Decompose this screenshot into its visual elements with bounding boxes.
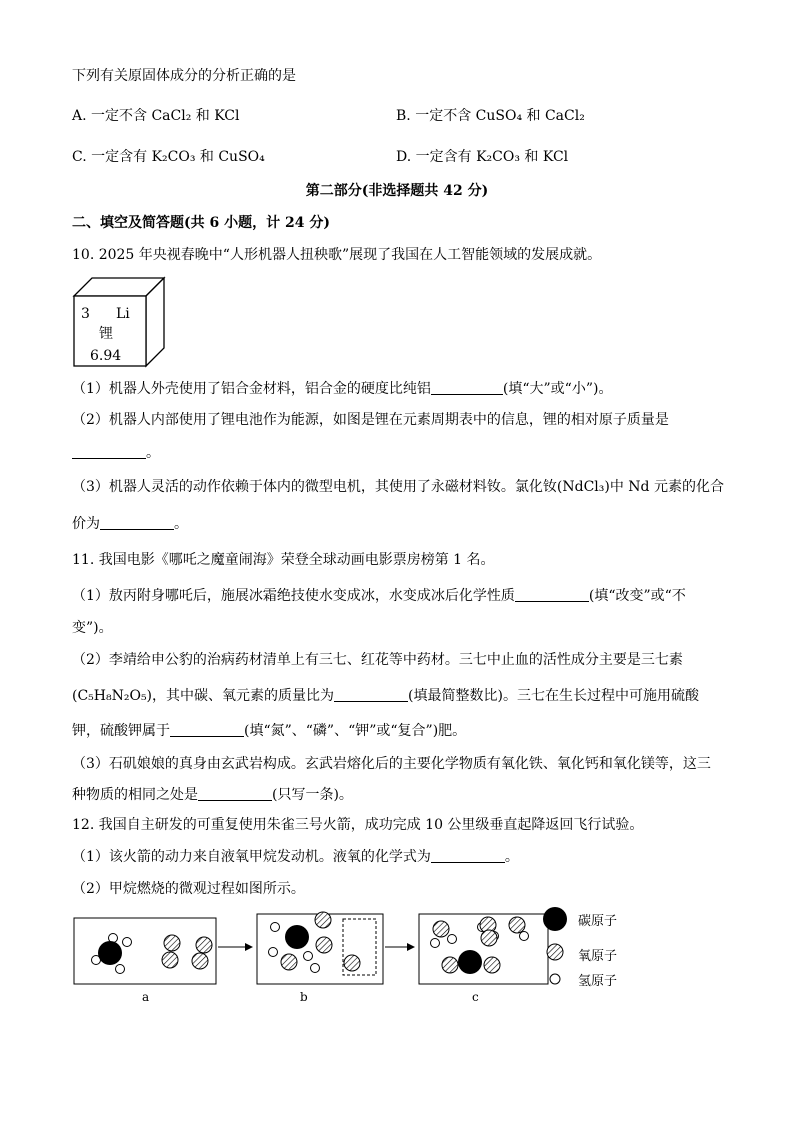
q11-part1 <box>72 587 686 605</box>
q12-part1 <box>72 848 519 866</box>
option-text: 一定不含 CaCl₂ 和 KCl <box>91 108 240 124</box>
q10-part1 <box>72 380 612 398</box>
q10-stem: 10. 2025 年央视春晚中“人形机器人扭秧歌”展现了我国在人工智能领域的发展成就。 <box>72 247 602 263</box>
q10-part3: （3）机器人灵活的动作依赖于体内的微型电机，其使用了永磁材料钕。氯化钕(NdCl₃)中 Nd 元素的化合 <box>72 479 724 495</box>
option-letter: B. <box>396 108 411 124</box>
option-c[interactable] <box>72 146 265 166</box>
q10-p1-hint: (填“大”或“小”)。 <box>502 381 613 397</box>
answer-blank[interactable] <box>198 786 272 801</box>
q12-p1-end: 。 <box>504 849 519 865</box>
option-text: 一定含有 K₂CO₃ 和 CuSO₄ <box>91 149 265 165</box>
q11-p1-text: （1）敖丙附身哪吒后，施展冰霜绝技使水变成冰，水变成冰后化学性质 <box>72 588 515 604</box>
legend-carbon-marker <box>543 907 567 931</box>
q11-p2-hint: (填最简整数比)。三七在生长过程中可施用硫酸 <box>408 688 699 704</box>
q9-stem: 下列有关原固体成分的分析正确的是 <box>72 68 296 84</box>
q11-p2-text: (C₅H₈N₂O₅)，其中碳、氧元素的质量比为 <box>72 688 335 704</box>
atomic-mass: 6.94 <box>90 348 122 364</box>
answer-blank[interactable] <box>431 848 505 863</box>
q10-p1-text: （1）机器人外壳使用了铝合金材料，铝合金的硬度比纯铝 <box>72 381 431 397</box>
q11-p3-hint: (只写一条)。 <box>272 787 353 803</box>
option-a[interactable] <box>72 105 240 125</box>
legend-hydrogen-label: 氢原子 <box>578 974 618 989</box>
q10-part3-cont <box>72 515 188 533</box>
q10-p2-end: 。 <box>146 445 160 461</box>
element-name: 锂 <box>99 326 113 342</box>
element-symbol: Li <box>116 306 130 322</box>
answer-blank[interactable] <box>170 722 244 737</box>
element-card-lithium <box>72 276 168 368</box>
option-letter: C. <box>72 149 87 165</box>
answer-blank[interactable] <box>100 515 174 530</box>
section-title: 第二部分(非选择题共 42 分) <box>305 183 489 199</box>
legend-carbon-label: 碳原子 <box>578 914 618 929</box>
option-text: 一定不含 CuSO₄ 和 CaCl₂ <box>415 108 585 124</box>
q11-part1-cont: 变”)。 <box>72 620 113 636</box>
legend-oxygen-marker <box>547 944 563 960</box>
box-a <box>74 918 216 984</box>
q11-p3-text: 种物质的相同之处是 <box>72 787 198 803</box>
q12-p1-text: （1）该火箭的动力来自液氧甲烷发动机。液氧的化学式为 <box>72 849 431 865</box>
answer-blank[interactable] <box>334 687 408 702</box>
q12-part2: （2）甲烷燃烧的微观过程如图所示。 <box>72 881 305 897</box>
option-b[interactable] <box>396 105 585 125</box>
q11-p2-hint2: (填“氮”、“磷”、“钾”或“复合”)肥。 <box>244 723 467 739</box>
legend-hydrogen-marker <box>550 974 560 984</box>
part-title: 二、填空及简答题(共 6 小题，计 24 分) <box>72 215 330 231</box>
option-letter: D. <box>396 149 412 165</box>
q11-part2: （2）李靖给申公豹的治病药材清单上有三七、红花等中药材。三七中止血的活性成分主要是三七素 <box>72 652 683 668</box>
q11-part3-cont <box>72 786 353 804</box>
q11-part2-cont2 <box>72 722 466 740</box>
q11-part2-cont <box>72 687 699 705</box>
option-d[interactable] <box>396 146 568 166</box>
methane-combustion-diagram <box>70 905 650 1007</box>
answer-blank[interactable] <box>431 380 503 395</box>
q11-p2-text2: 钾，硫酸钾属于 <box>72 723 170 739</box>
q11-part3: （3）石矶娘娘的真身由玄武岩构成。玄武岩熔化后的主要化学物质有氧化铁、氧化钙和氧化镁等，这三 <box>72 756 711 772</box>
option-text: 一定含有 K₂CO₃ 和 KCl <box>415 149 569 165</box>
label-b: b <box>300 990 308 1004</box>
legend <box>543 907 617 989</box>
label-a: a <box>142 990 150 1004</box>
option-letter: A. <box>72 108 87 124</box>
legend-oxygen-label: 氧原子 <box>578 949 618 964</box>
q11-p1-hint: (填“改变”或“不 <box>588 588 686 604</box>
q10-part2: （2）机器人内部使用了锂电池作为能源，如图是锂在元素周期表中的信息，锂的相对原子质量是 <box>72 412 669 428</box>
q10-part2-cont <box>72 444 160 462</box>
answer-blank[interactable] <box>72 444 146 459</box>
q10-p3-text: 价为 <box>72 516 100 532</box>
atomic-number: 3 <box>81 306 90 322</box>
label-c: c <box>472 990 479 1004</box>
answer-blank[interactable] <box>515 587 589 602</box>
q12-stem: 12. 我国自主研发的可重复使用朱雀三号火箭，成功完成 10 公里级垂直起降返回飞行试验。 <box>72 817 644 833</box>
q10-p3-end: 。 <box>174 516 188 532</box>
q11-stem: 11. 我国电影《哪吒之魔童闹海》荣登全球动画电影票房榜第 1 名。 <box>72 552 495 568</box>
